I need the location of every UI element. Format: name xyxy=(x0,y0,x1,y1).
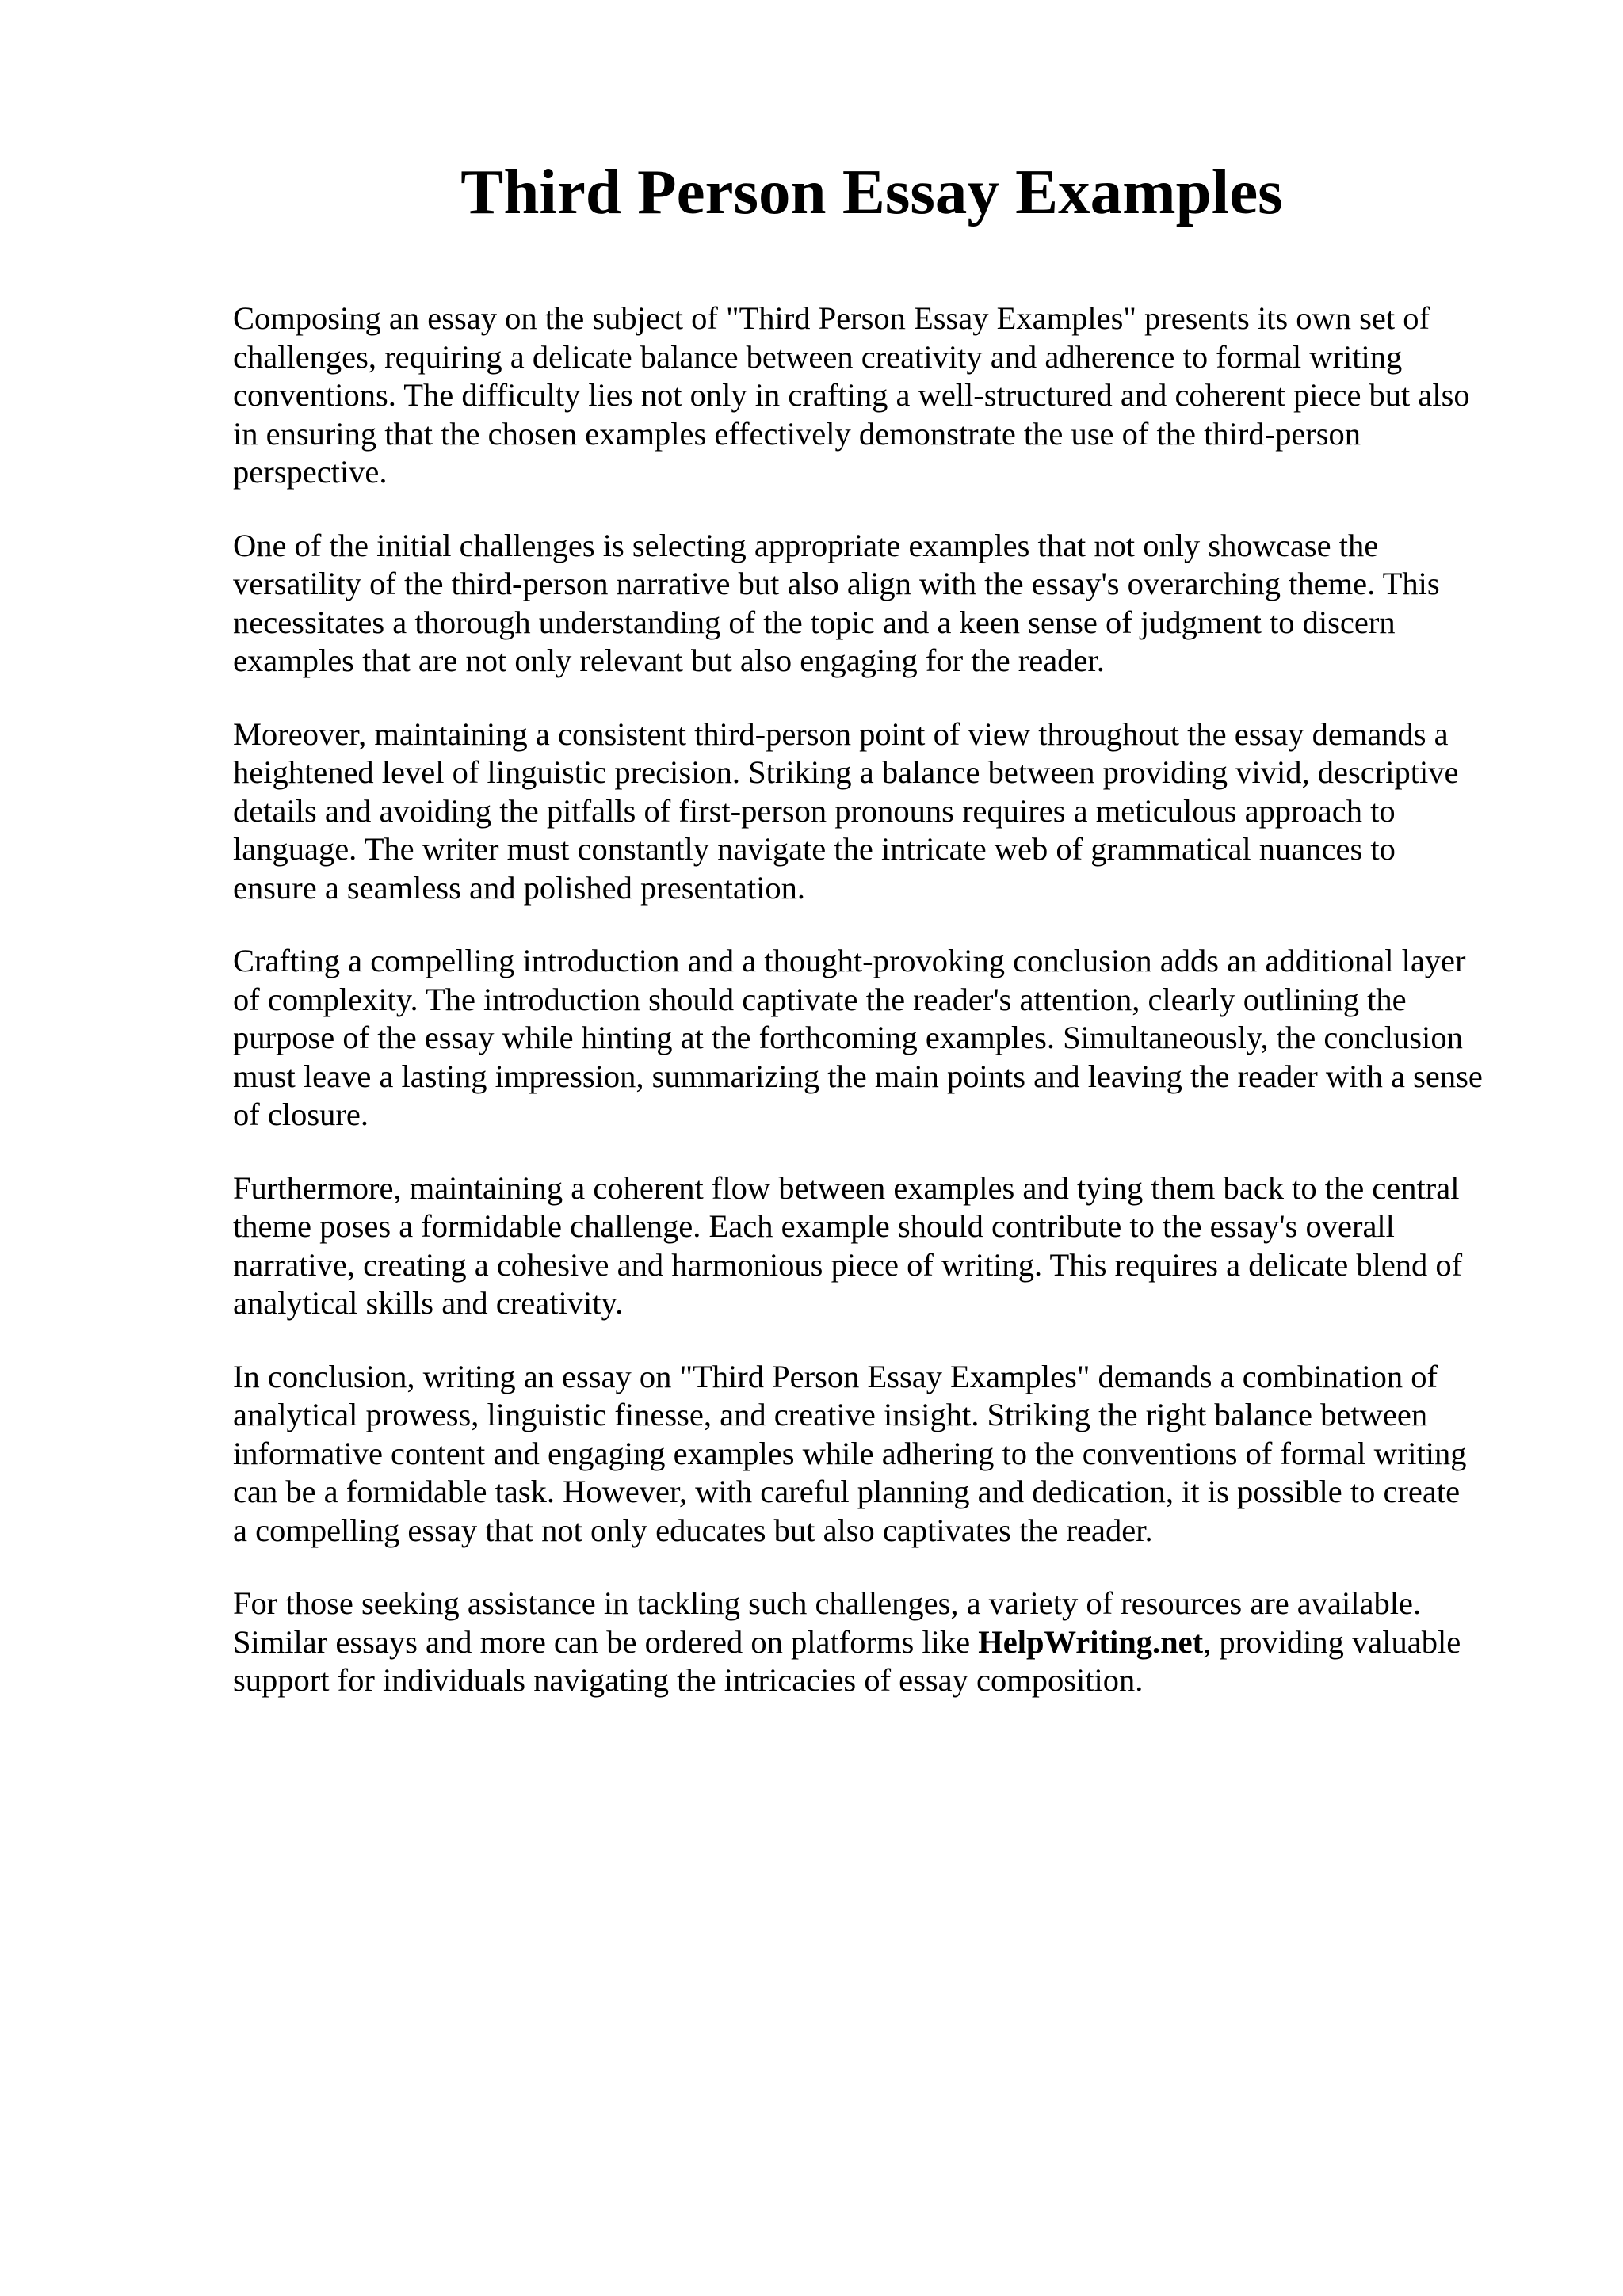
paragraph-6 xyxy=(233,1358,1549,1550)
paragraph-7 xyxy=(233,1585,1549,1700)
page-title: Third Person Essay Examples xyxy=(460,156,1283,227)
text-line: Moreover, maintaining a consistent third-person point of view throughout the essay demands a xyxy=(233,715,1449,752)
paragraph-2 xyxy=(233,527,1549,681)
helpwriting-link[interactable]: HelpWriting.net xyxy=(978,1623,1204,1660)
text-line: of complexity. The introduction should captivate the reader's attention, clearly outlining the xyxy=(233,981,1407,1017)
text-line: in ensuring that the chosen examples effectively demonstrate the use of the third-person xyxy=(233,415,1361,452)
text-line: purpose of the essay while hinting at the forthcoming examples. Simultaneously, the conclusion xyxy=(233,1020,1463,1055)
paragraph-4 xyxy=(233,942,1549,1135)
text-line: necessitates a thorough understanding of the topic and a keen sense of judgment to discern xyxy=(233,604,1396,640)
text-line: can be a formidable task. However, with careful planning and dedication, it is possible to create xyxy=(233,1474,1461,1509)
text-line: Furthermore, maintaining a coherent flow between examples and tying them back to the central xyxy=(233,1169,1460,1206)
text-line: For those seeking assistance in tackling such challenges, a variety of resources are available. xyxy=(233,1585,1422,1621)
text-line: heightened level of linguistic precision. Striking a balance between providing vivid, descriptive xyxy=(233,754,1459,790)
document-body xyxy=(233,299,1549,1735)
text-line: versatility of the third-person narrative but also align with the essay's overarching theme. This xyxy=(233,566,1440,601)
text-line: ensure a seamless and polished presentation. xyxy=(233,869,806,906)
text-line: language. The writer must constantly navigate the intricate web of grammatical nuances to xyxy=(233,831,1396,867)
text-line: examples that are not only relevant but also engaging for the reader. xyxy=(233,643,1105,678)
text-line: of closure. xyxy=(233,1097,369,1132)
paragraph-5 xyxy=(233,1169,1549,1323)
text-line: details and avoiding the pitfalls of first-person pronouns requires a meticulous approach to xyxy=(233,792,1396,829)
text-line: analytical skills and creativity. xyxy=(233,1285,624,1321)
text-line: must leave a lasting impression, summarizing the main points and leaving the reader with a sense xyxy=(233,1058,1483,1094)
text-line: One of the initial challenges is selecting appropriate examples that not only showcase the xyxy=(233,527,1379,563)
text-line: theme poses a formidable challenge. Each example should contribute to the essay's overall xyxy=(233,1208,1395,1244)
text-line: challenges, requiring a delicate balance between creativity and adherence to formal writing xyxy=(233,338,1403,375)
text-line: Composing an essay on the subject of "Third Person Essay Examples" presents its own set of xyxy=(233,300,1430,336)
text-line: informative content and engaging examples while adhering to the conventions of formal writing xyxy=(233,1435,1467,1471)
text-segment: , providing valuable xyxy=(1203,1623,1461,1660)
text-line: support for individuals navigating the intricacies of essay composition. xyxy=(233,1662,1144,1698)
paragraph-1 xyxy=(233,299,1549,492)
text-line: analytical prowess, linguistic finesse, and creative insight. Striking the right balance between xyxy=(233,1397,1428,1432)
text-line: narrative, creating a cohesive and harmonious piece of writing. This requires a delicate blend of xyxy=(233,1246,1463,1283)
paragraph-3 xyxy=(233,715,1549,908)
text-line xyxy=(233,1623,1549,1662)
text-line: Crafting a compelling introduction and a thought-provoking conclusion adds an additional layer xyxy=(233,943,1466,978)
text-line: conventions. The difficulty lies not only in crafting a well-structured and coherent piece but also xyxy=(233,377,1470,413)
text-line: In conclusion, writing an essay on "Third Person Essay Examples" demands a combination of xyxy=(233,1358,1438,1394)
text-segment: Similar essays and more can be ordered on platforms like xyxy=(233,1623,979,1660)
text-line: perspective. xyxy=(233,454,388,490)
text-line: a compelling essay that not only educates but also captivates the reader. xyxy=(233,1512,1153,1548)
